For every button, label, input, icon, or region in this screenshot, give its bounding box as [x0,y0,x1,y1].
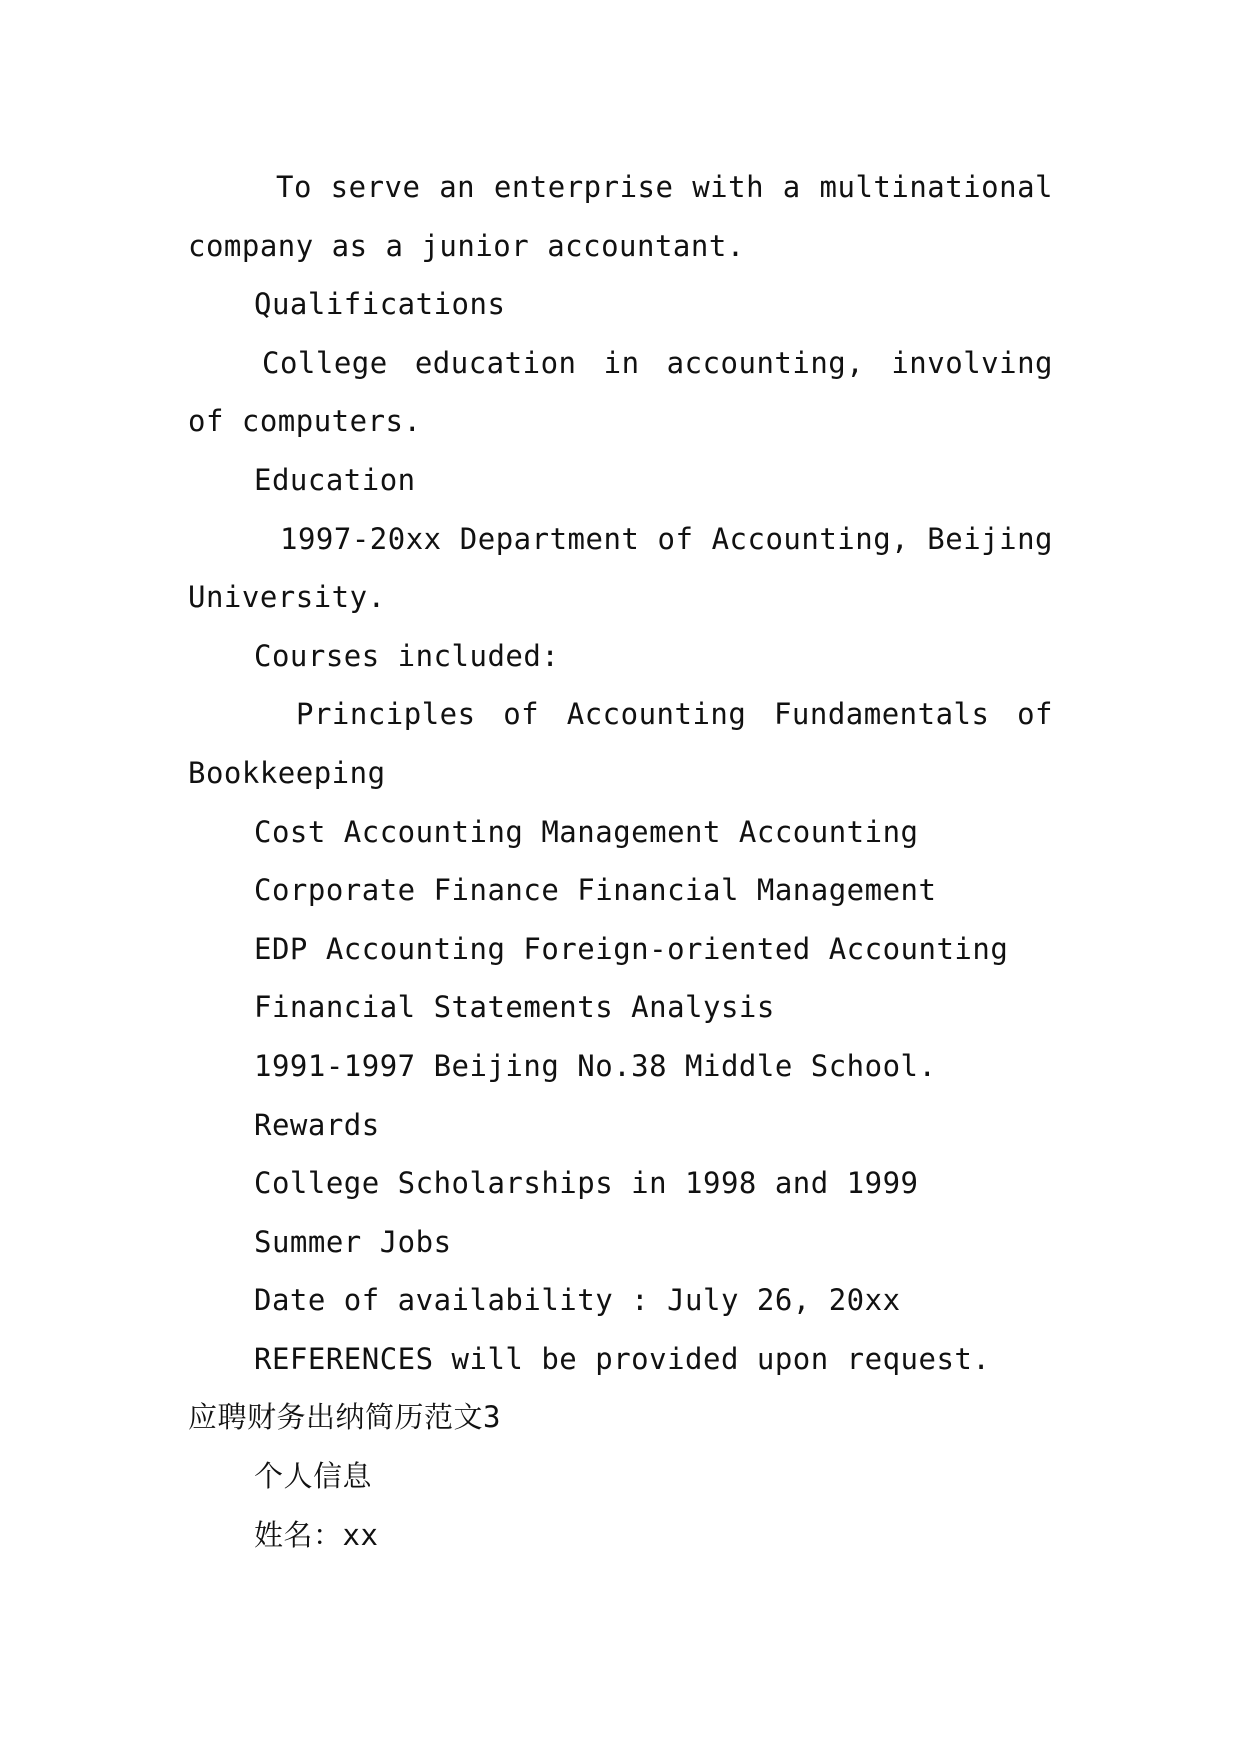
education-university-line-1: 1997-20xx Department of Accounting, Beijing [280,521,1053,556]
courses-line-4: Corporate Finance Financial Management [254,873,937,908]
references-line: REFERENCES will be provided upon request. [254,1341,991,1376]
article-title: 应聘财务出纳简历范文3 [188,1400,501,1435]
objective-line-2: company as a junior accountant. [188,228,745,263]
courses-line-5: EDP Accounting Foreign-oriented Accounting [254,931,1009,966]
courses-line-3: Cost Accounting Management Accounting [254,814,919,849]
education-middle-school: 1991-1997 Beijing No.38 Middle School. [254,1048,937,1083]
section-heading-personal-info: 个人信息 [254,1459,373,1494]
name-field-line: 姓名：xx [254,1517,379,1552]
rewards-line: College Scholarships in 1998 and 1999 [254,1166,919,1201]
objective-line-1: To serve an enterprise with a multinational [276,170,1053,204]
document-body [188,158,1053,1564]
qualifications-line-2: of computers. [188,404,422,439]
availability-line: Date of availability : July 26, 20xx [254,1283,901,1318]
courses-line-1: Principles of Accounting Fundamentals of [296,697,1053,732]
courses-line-2: Bookkeeping [188,755,386,790]
section-heading-summer-jobs: Summer Jobs [254,1224,452,1259]
section-heading-education: Education [254,462,416,497]
section-heading-qualifications: Qualifications [254,287,506,322]
education-university-line-2: University. [188,580,386,615]
courses-heading: Courses included: [254,638,560,673]
section-heading-rewards: Rewards [254,1107,380,1142]
qualifications-line-1: College education in accounting, involving [262,345,1053,380]
courses-line-6: Financial Statements Analysis [254,990,775,1025]
